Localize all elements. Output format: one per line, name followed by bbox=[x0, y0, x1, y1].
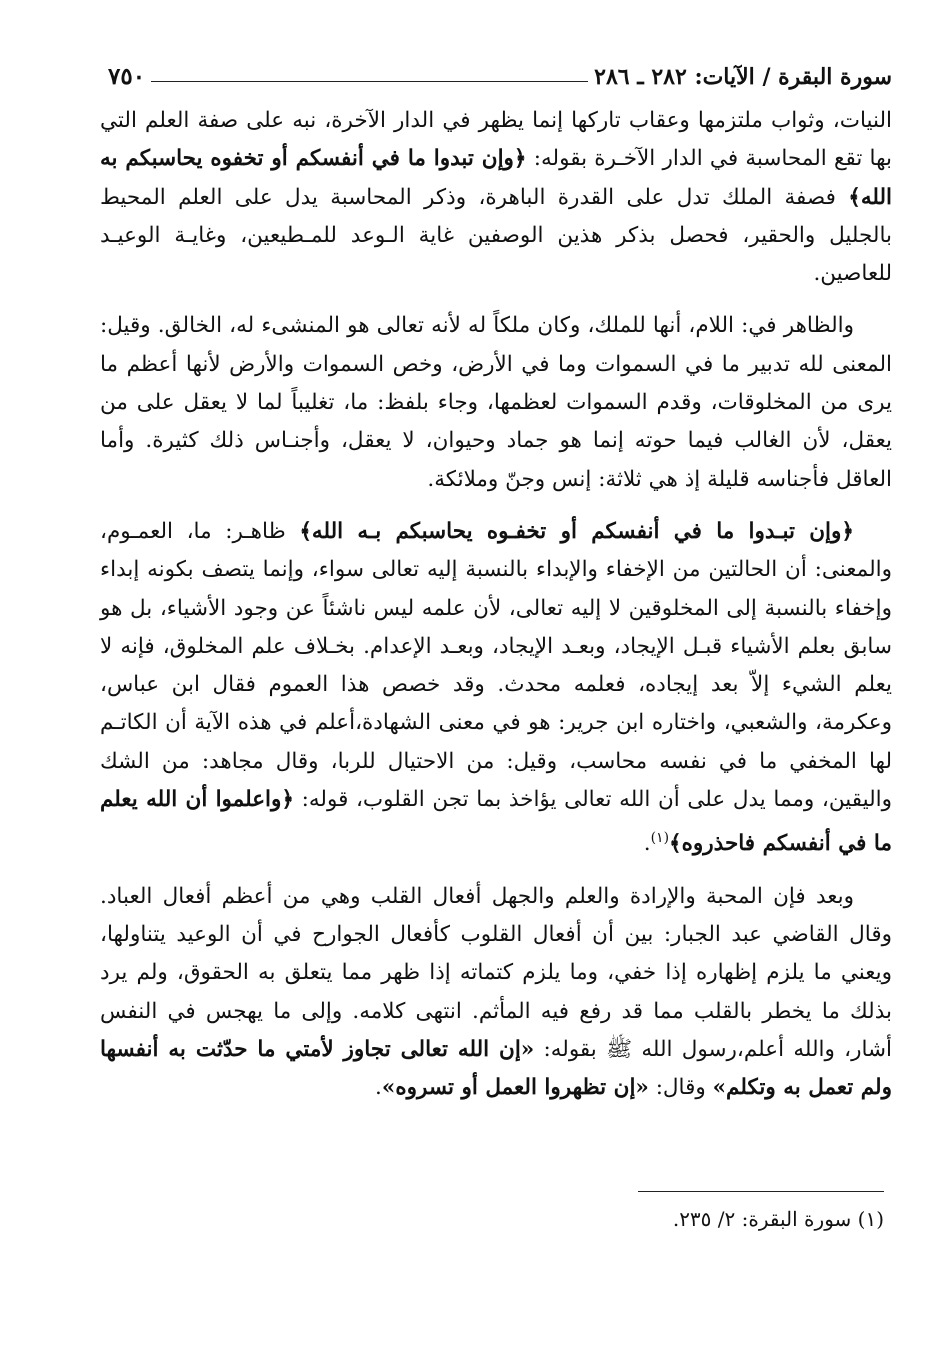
quran-verse: ﴿واعلموا أن الله يعلم ما في أنفسكم فاحذروه﴾ bbox=[100, 787, 892, 857]
footnote-rule bbox=[638, 1191, 884, 1192]
paragraph-text: فصفة الملك تدل على القدرة الباهرة، وذكر المحاسبة يدل على العلم المحيط بالجليل والحقير، فحصل بذكر هذين الوصفين غاية الـوعد للمـطيعين، وغايـة الوعيـد للعاصين. bbox=[100, 184, 892, 287]
page-header bbox=[100, 56, 892, 90]
paragraph-text: وبعد فإن المحبة والإرادة والعلم والجهل أفعال القلب وهي من أعظم أفعال العباد. وقال القاضي عبد الجبار: بين أن أفعال القلوب كأفعال الجوارح في أن الوعيد يتناولها، ويعني ما يلزم إظهاره إذا خفي، وما يلزم كتماته إذا ظهر مما يتعلق به الحقوق، ولم يرد بذلك ما يخطر بالقلب مما قد رفع فيه المأثم. انتهى كلامه. وإلى ما يهجس في النفس أشار، والله أعلم،رسول الله ﷺ بقوله: bbox=[100, 883, 893, 1062]
paragraph-1 bbox=[100, 102, 892, 293]
book-page bbox=[100, 56, 892, 1336]
paragraph-end: . bbox=[375, 1075, 382, 1101]
paragraph-4 bbox=[100, 878, 892, 1108]
hadith-quote: «إن تظهروا العمل أو تسروه» bbox=[381, 1075, 649, 1101]
page-number: ٧٥٠ bbox=[108, 63, 146, 90]
paragraph-2 bbox=[100, 307, 892, 498]
quran-verse: ﴿وإن تبدوا ما في أنفسكم أو تخفوه يحاسبكم به الله﴾ bbox=[100, 146, 892, 210]
paragraph-text: النيات، وثواب ملتزمها وعقاب تاركها إنما يظهر في الدار الآخرة، نبه على صفة العلم التي بها تقع المحاسبة في الدار الآخـرة بقوله: bbox=[100, 108, 892, 172]
header-rule bbox=[151, 81, 588, 82]
paragraph-text: والظاهر في: اللام، أنها للملك، وكان ملكاً له لأنه تعالى هو المنشىء له، الخالق. وقيل: المعنى لله تدبير ما في السموات وما في الأرض، وخص السموات والأرض لأنها أعظم ما يرى من المخلوقات، وقدم السموات لعظمها، وجاء بلفظ: ما، تغليباً لما لا يعقل على من يعقل، لأن الغالب فيما حوته إنما هو جماد وحيوان، لا يعقل، وأجنـاس ذلك كثيرة. وأما العاقل فأجناسه قليلة إذ هي ثلاثة: إنس وجنّ وملائكة. bbox=[100, 313, 892, 492]
running-title: سورة البقرة / الآيات: ٢٨٢ ـ ٢٨٦ bbox=[594, 64, 892, 90]
hadith-quote: «إن الله تعالى تجاوز لأمتي ما حدّثت به أنفسها ولم تعمل به وتكلم» bbox=[100, 1036, 892, 1101]
paragraph-text: وقال: bbox=[648, 1075, 713, 1101]
paragraph-3 bbox=[100, 513, 892, 864]
paragraph-end: . bbox=[643, 831, 651, 857]
quran-verse: ﴿وإن تبـدوا ما في أنفسكم أو تخفـوه يحاسبكم بـه الله﴾ bbox=[299, 518, 855, 544]
paragraph-text: ظاهـر: ما، العمـوم، والمعنى: أن الحالتين من الإخفاء والإبداء بالنسبة إليه تعالى سواء، وإنما يتصف بكونه إبداء وإخفاء بالنسبة إلى المخلوقين لا إليه تعالى، لأن علمه ليس ناشئاً عن وجود الأشياء، بل هو سابق بعلم الأشياء قبـل الإيجاد، وبعـد الإيجاد، وبعـد الإعدام. بخـلاف علم المخلوق، فإنه لا يعلم الشيء إلاّ بعد إيجاده، فعلمه محدث. وقد خصص هذا العموم فقال ابن عباس، وعكرمة، والشعبي، واختاره ابن جرير: هو في معنى الشهادة،أعلم في هذه الآية أن الكاتـم لها المخفي ما في نفسه محاسب، وقيل: من الاحتيال للربا، وقال مجاهد: من الشك واليقين، ومما يدل على أن الله تعالى يؤاخذ بما تجن القلوب، قوله: bbox=[100, 518, 892, 813]
body-text bbox=[100, 102, 892, 1108]
footnote: (١) سورة البقرة: ٢/ ٢٣٥. bbox=[672, 1207, 884, 1231]
footnote-reference: (١) bbox=[650, 830, 670, 847]
